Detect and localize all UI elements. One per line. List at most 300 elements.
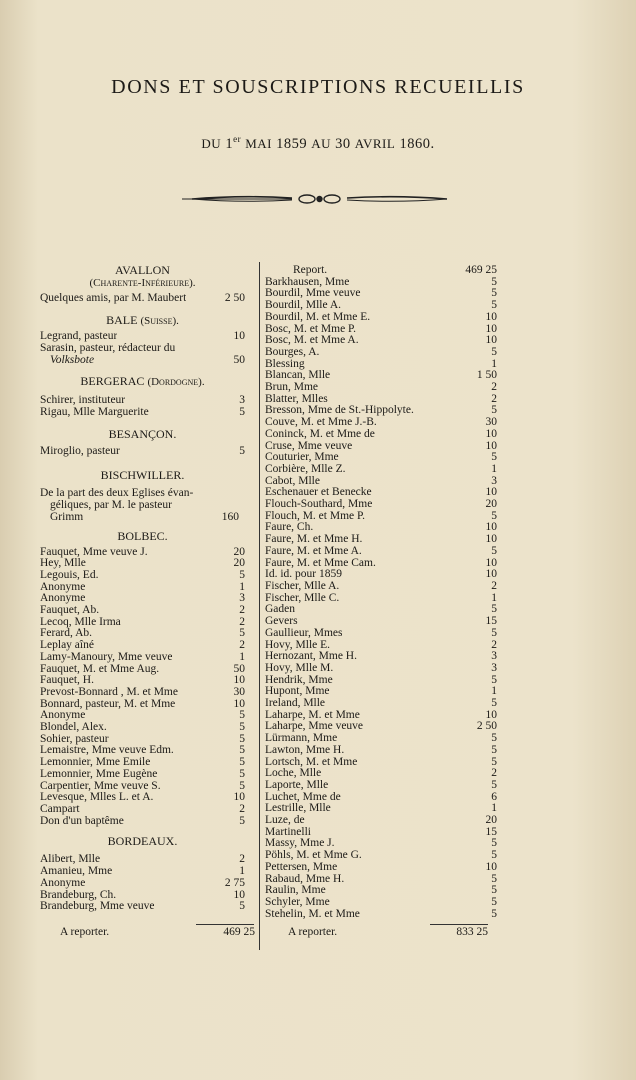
section-head-besancon — [40, 428, 245, 441]
list-item — [40, 710, 245, 722]
donation-amount: 6 — [491, 790, 497, 803]
donation-amount: 10 — [233, 888, 245, 901]
section-title: BALE — [106, 312, 138, 327]
list-item — [265, 710, 497, 722]
donation-amount: 2 — [239, 604, 245, 617]
donor-name: Quelques amis, par M. Maubert — [40, 293, 187, 304]
donation-amount: 2 — [491, 579, 497, 592]
list-item — [265, 534, 497, 546]
list-item — [40, 890, 245, 902]
list-item — [40, 687, 245, 699]
donor-name: Campart — [40, 803, 80, 815]
donation-amount: 5 — [491, 299, 497, 312]
donor-name: Lortsch, M. et Mme — [265, 756, 358, 768]
donor-line3-row — [40, 511, 245, 523]
donation-amount: 5 — [491, 275, 497, 288]
donation-amount: 3 — [491, 474, 497, 487]
donor-name: Cabot, Mlle — [265, 475, 320, 487]
donor-name: Anonyme — [40, 710, 86, 722]
donor-name: Luchet, Mme de — [265, 791, 341, 803]
donation-amount: 5 — [491, 544, 497, 557]
donor-name: Stehelin, M. et Mme — [265, 908, 360, 920]
donation-amount: 5 — [491, 603, 497, 616]
section-title: AVALLON — [115, 263, 170, 277]
list-item — [40, 675, 245, 687]
list-item — [265, 370, 497, 382]
donation-amount: 1 — [239, 865, 245, 878]
donor-name-line1: Sarasin, pasteur, rédacteur du — [40, 342, 176, 355]
bolbec-list — [40, 547, 245, 828]
donor-name: Lamy-Manoury, Mme veuve — [40, 651, 173, 663]
donor-name: Barkhausen, Mme — [265, 276, 350, 288]
subtitle-du: DU — [201, 135, 222, 151]
donation-amount: 2 — [239, 639, 245, 652]
donor-line1: De la part des deux Eglises évan- — [40, 486, 194, 499]
section-head-bolbec — [40, 530, 245, 543]
donor-name: Flouch-Southard, Mme — [265, 499, 373, 511]
donor-name: Id. id. pour 1859 — [265, 569, 342, 581]
list-item — [265, 569, 497, 581]
donation-amount: 20 — [485, 498, 497, 511]
donation-amount: 10 — [485, 310, 497, 323]
list-item — [40, 878, 245, 890]
donor-name: Fauquet, H. — [40, 675, 94, 687]
donor-name: Don d'un baptême — [40, 815, 124, 827]
donation-amount: 2 50 — [224, 292, 245, 304]
list-item — [40, 769, 245, 781]
donor-name: Loche, Mlle — [265, 768, 322, 780]
donation-amount: 2 — [491, 392, 497, 405]
donation-amount: 10 — [485, 708, 497, 721]
list-item — [265, 838, 497, 850]
donation-amount: 10 — [485, 427, 497, 440]
donor-name: Martinelli — [265, 826, 311, 838]
list-item — [40, 293, 245, 305]
donor-name: Faure, Ch. — [265, 522, 314, 534]
list-item — [265, 499, 497, 511]
list-item — [265, 335, 497, 347]
donor-name: Bresson, Mme de St.-Hippolyte. — [265, 405, 414, 417]
donation-amount: 1 — [491, 357, 497, 370]
list-item — [265, 733, 497, 745]
donation-amount: 5 — [491, 451, 497, 464]
donation-amount: 5 — [239, 721, 245, 734]
list-item — [265, 792, 497, 804]
donation-amount: 5 — [491, 778, 497, 791]
donation-amount: 15 — [485, 825, 497, 838]
donor-name: Fauquet, Ab. — [40, 605, 100, 617]
donor-name: Miroglio, pasteur — [40, 445, 120, 457]
donation-amount: 10 — [485, 533, 497, 546]
left-footer-row — [60, 926, 255, 938]
list-item — [40, 570, 245, 582]
list-item — [265, 593, 497, 605]
section-title: BERGERAC — [80, 374, 145, 389]
donor-name: Faure, M. et Mme A. — [265, 545, 362, 557]
donation-amount: 1 — [239, 580, 245, 593]
list-item — [40, 664, 245, 676]
list-item — [265, 897, 497, 909]
column-divider — [259, 262, 260, 950]
list-item — [265, 686, 497, 698]
donor-name: Massy, Mme J. — [265, 838, 335, 850]
list-item — [265, 546, 497, 558]
donor-name: Laharpe, M. et Mme — [265, 709, 360, 721]
donation-amount: 5 — [239, 900, 245, 913]
list-item-multiline — [40, 342, 245, 366]
donation-amount: 20 — [233, 545, 245, 558]
donor-name: Leplay aîné — [40, 640, 94, 652]
donation-amount: 1 — [491, 462, 497, 475]
donor-name: Ireland, Mlle — [265, 698, 326, 710]
list-item — [40, 699, 245, 711]
donation-amount: 10 — [485, 860, 497, 873]
list-item — [40, 866, 245, 878]
donor-name: Pettersen, Mme — [265, 861, 338, 873]
donor-name: Bourdil, Mme veuve — [265, 288, 361, 300]
subtitle-day-sup: er — [233, 134, 242, 144]
list-item — [40, 901, 245, 913]
donation-amount: 3 — [491, 661, 497, 674]
donor-name: Rabaud, Mme H. — [265, 873, 345, 885]
list-item — [40, 652, 245, 664]
list-item — [40, 582, 245, 594]
donor-name: Brandeburg, Ch. — [40, 889, 117, 901]
list-item — [265, 324, 497, 336]
donor-name: Raulin, Mme — [265, 885, 326, 897]
donation-amount: 10 — [233, 791, 245, 804]
donation-amount: 1 — [239, 650, 245, 663]
section-head-bordeaux — [40, 835, 245, 848]
list-item — [40, 446, 245, 458]
list-item — [265, 827, 497, 839]
donor-name: Brandeburg, Mme veuve — [40, 901, 155, 913]
donation-amount: 5 — [491, 743, 497, 756]
bergerac-list — [40, 395, 245, 418]
list-item — [40, 781, 245, 793]
donor-name: Blondel, Alex. — [40, 722, 107, 734]
donation-amount: 5 — [491, 755, 497, 768]
list-item — [265, 663, 497, 675]
donor-name: Carpentier, Mme veuve S. — [40, 780, 161, 792]
donor-name: Faure, M. et Mme H. — [265, 534, 363, 546]
donor-name: Hernozant, Mme H. — [265, 651, 357, 663]
list-item — [265, 522, 497, 534]
subtitle-au: AU — [311, 135, 332, 151]
list-item — [265, 347, 497, 359]
report-row — [265, 265, 497, 277]
list-item — [265, 581, 497, 593]
left-footer — [60, 926, 255, 938]
section-title: BISCHWILLER. — [100, 467, 185, 482]
donor-line3: Grimm — [50, 510, 84, 523]
donation-amount: 10 — [485, 556, 497, 569]
donor-name: Gaullieur, Mmes — [265, 627, 343, 639]
list-item — [265, 476, 497, 488]
footer-amount: 833 25 — [456, 926, 488, 938]
donation-amount: 10 — [233, 697, 245, 710]
donation-amount: 5 — [239, 767, 245, 780]
list-item — [40, 593, 245, 605]
donor-name: Lemonnier, Mme Emile — [40, 757, 151, 769]
donor-name: Luze, de — [265, 815, 305, 827]
donor-name: Fauquet, M. et Mme Aug. — [40, 663, 160, 675]
section-head-avallon — [40, 264, 245, 290]
donor-name: Flouch, M. et Mme P. — [265, 510, 365, 522]
list-item — [40, 640, 245, 652]
donor-name: Couturier, Mme — [265, 452, 339, 464]
list-item — [265, 850, 497, 862]
donor-name: Bourdil, Mlle A. — [265, 300, 342, 312]
donation-amount: 5 — [239, 814, 245, 827]
donation-amount: 5 — [491, 849, 497, 862]
donation-amount: 5 — [491, 895, 497, 908]
donor-name: Rigau, Mlle Marguerite — [40, 407, 149, 419]
list-item — [265, 885, 497, 897]
section-head-bischwiller — [40, 469, 245, 482]
donor-name: Bosc, M. et Mme P. — [265, 323, 357, 335]
donor-name: Amanieu, Mme — [40, 866, 113, 878]
list-item — [265, 640, 497, 652]
donor-name: Lestrille, Mlle — [265, 803, 331, 815]
donor-name: Anonyme — [40, 877, 86, 889]
donor-name: Couve, M. et Mme J.-B. — [265, 417, 377, 429]
list-item — [265, 721, 497, 733]
list-item — [40, 605, 245, 617]
donation-amount: 10 — [485, 568, 497, 581]
list-item — [265, 815, 497, 827]
list-item — [40, 558, 245, 570]
bordeaux-list — [40, 854, 245, 913]
donor-name: Prevost-Bonnard , M. et Mme — [40, 686, 178, 698]
donor-name: Hovy, Mlle M. — [265, 662, 334, 674]
list-item — [265, 909, 497, 921]
left-total-rule — [196, 924, 254, 925]
donor-name: Fischer, Mlle C. — [265, 592, 340, 604]
subtitle-year1: 1859 — [276, 135, 308, 152]
donation-amount: 2 50 — [476, 720, 497, 733]
right-footer — [288, 926, 488, 938]
donor-name: Schirer, instituteur — [40, 395, 126, 407]
list-item — [265, 803, 497, 815]
section-title: BOLBEC. — [117, 528, 168, 543]
donation-amount: 30 — [233, 685, 245, 698]
section-head-bergerac — [40, 375, 245, 389]
donation-amount: 5 — [239, 732, 245, 745]
donor-name: Lürmann, Mme — [265, 733, 338, 745]
right-total-rule — [430, 924, 488, 925]
donation-amount: 5 — [239, 406, 245, 419]
subtitle-day: 1 — [225, 135, 234, 152]
donation-amount: 2 — [491, 638, 497, 651]
donor-name-line2: Volksbote — [50, 354, 95, 367]
donor-name: Hendrik, Mme — [265, 674, 333, 686]
list-item — [265, 698, 497, 710]
list-item — [40, 854, 245, 866]
donor-name: Hupont, Mme — [265, 686, 330, 698]
donation-amount: 5 — [491, 287, 497, 300]
donor-name: Fischer, Mlle A. — [265, 580, 340, 592]
right-column — [265, 265, 497, 920]
list-item — [265, 874, 497, 886]
donor-name: Legouis, Ed. — [40, 569, 99, 581]
footer-label: A reporter. — [288, 926, 338, 938]
donor-name: Cruse, Mme veuve — [265, 440, 353, 452]
donation-amount: 2 — [491, 381, 497, 394]
list-item — [265, 604, 497, 616]
donor-name: Sohier, pasteur — [40, 733, 109, 745]
donor-name: Schyler, Mme — [265, 896, 330, 908]
donation-amount: 1 — [491, 802, 497, 815]
donor-name: Lawton, Mme H. — [265, 744, 345, 756]
donation-amount: 1 — [491, 685, 497, 698]
list-item — [40, 792, 245, 804]
donation-amount: 5 — [239, 744, 245, 757]
donor-name: Blatter, Mlles — [265, 393, 328, 405]
page-title: DONS ET SOUSCRIPTIONS RECUEILLIS — [111, 76, 525, 98]
donation-amount: 50 — [233, 662, 245, 675]
list-item — [265, 768, 497, 780]
section-head-bale — [40, 314, 245, 328]
donor-name: Laharpe, Mme veuve — [265, 721, 364, 733]
donation-amount: 5 — [239, 568, 245, 581]
donor-name: Bosc, M. et Mme A. — [265, 335, 359, 347]
donor-name: Eschenauer et Benecke — [265, 487, 372, 499]
section-title: BORDEAUX. — [107, 834, 178, 849]
section-subtitle: (Charente-Inférieure). — [89, 277, 196, 289]
subtitle-month1: MAI — [245, 135, 272, 151]
donor-name: Legrand, pasteur — [40, 330, 118, 342]
list-item — [40, 745, 245, 757]
list-item — [265, 862, 497, 874]
donation-amount: 5 — [239, 756, 245, 769]
ornament-divider-icon — [182, 192, 457, 206]
donation-amount: 10 — [485, 439, 497, 452]
donation-amount: 5 — [239, 627, 245, 640]
donation-amount: 5 — [491, 884, 497, 897]
donor-name: Brun, Mme — [265, 382, 319, 394]
list-item — [265, 441, 497, 453]
list-item — [265, 651, 497, 663]
list-item — [265, 487, 497, 499]
list-item — [40, 628, 245, 640]
donation-amount: 1 — [491, 591, 497, 604]
list-item — [40, 331, 245, 343]
donation-amount: 2 75 — [224, 876, 245, 889]
donation-amount: 10 — [485, 334, 497, 347]
list-item — [265, 757, 497, 769]
donation-amount: 5 — [491, 732, 497, 745]
donation-amount: 5 — [491, 697, 497, 710]
donor-name: Corbière, Mlle Z. — [265, 463, 346, 475]
list-item-multiline — [40, 487, 245, 523]
donor-name: Bourdil, M. et Mme E. — [265, 311, 371, 323]
footer-label: A reporter. — [60, 926, 110, 938]
donation-amount: 10 — [485, 322, 497, 335]
list-item — [40, 816, 245, 828]
donor-name: Hovy, Mlle E. — [265, 639, 331, 651]
report-amount: 469 25 — [465, 264, 497, 276]
list-item — [40, 757, 245, 769]
list-item — [40, 407, 245, 419]
donor-name: Blessing — [265, 358, 305, 370]
list-item — [265, 616, 497, 628]
donation-amount: 20 — [485, 814, 497, 827]
list-item — [265, 628, 497, 640]
donation-amount: 5 — [491, 673, 497, 686]
list-item — [265, 675, 497, 687]
list-item — [40, 722, 245, 734]
donation-amount: 5 — [491, 907, 497, 920]
donation-amount: 3 — [491, 650, 497, 663]
donation-amount: 5 — [239, 709, 245, 722]
donor-name: Laporte, Mlle — [265, 779, 329, 791]
subtitle-day2: 30 — [335, 135, 351, 152]
section-subtitle: (Dordogne). — [147, 376, 205, 389]
list-item — [265, 405, 497, 417]
donor-name: Lecoq, Mlle Irma — [40, 616, 121, 628]
donor-name: Hey, Mlle — [40, 558, 86, 570]
list-item — [40, 395, 245, 407]
donor-name: Anonyme — [40, 593, 86, 605]
donation-amount: 3 — [239, 592, 245, 605]
list-item — [265, 359, 497, 371]
donor-name: Lemonnier, Mme Eugène — [40, 768, 158, 780]
donation-amount: 5 — [239, 779, 245, 792]
list-item — [265, 300, 497, 312]
donation-amount: 5 — [491, 345, 497, 358]
section-title: BESANÇON. — [108, 426, 177, 441]
donation-amount: 30 — [485, 416, 497, 429]
subtitle-year2: 1860. — [399, 135, 435, 152]
list-item — [265, 429, 497, 441]
donation-amount: 5 — [491, 626, 497, 639]
list-item — [265, 558, 497, 570]
donation-amount: 20 — [233, 557, 245, 570]
donor-line2: géliques, par M. le pasteur — [50, 498, 172, 511]
list-item — [265, 312, 497, 324]
donor-name: Alibert, Mlle — [40, 854, 101, 866]
donor-name: Faure, M. et Mme Cam. — [265, 557, 376, 569]
donation-amount: 2 — [239, 802, 245, 815]
donation-amount: 2 — [239, 853, 245, 866]
footer-amount: 469 25 — [223, 926, 255, 938]
donor-name: Gaden — [265, 604, 296, 616]
donation-amount: 1 50 — [476, 369, 497, 382]
donation-amount: 50 — [233, 354, 245, 367]
donation-amount: 15 — [485, 615, 497, 628]
report-label: Report. — [293, 265, 328, 276]
donation-amount: 5 — [491, 404, 497, 417]
donation-amount: 10 — [485, 486, 497, 499]
section-subtitle: (Suisse). — [140, 314, 179, 327]
list-item — [265, 780, 497, 792]
donor-name: Blancan, Mlle — [265, 370, 331, 382]
donation-amount: 160 — [221, 510, 239, 523]
list-item — [265, 288, 497, 300]
right-footer-row — [288, 926, 488, 938]
list-item — [265, 452, 497, 464]
donation-amount: 10 — [233, 329, 245, 342]
donation-amount: 10 — [233, 674, 245, 687]
donation-amount: 2 — [491, 767, 497, 780]
list-item — [265, 417, 497, 429]
donor-name: Lemaistre, Mme veuve Edm. — [40, 745, 174, 757]
donor-name: Pöhls, M. et Mme G. — [265, 850, 362, 862]
donor-name-line2-row — [40, 354, 245, 366]
list-item — [40, 734, 245, 746]
date-range-subtitle — [0, 134, 636, 153]
